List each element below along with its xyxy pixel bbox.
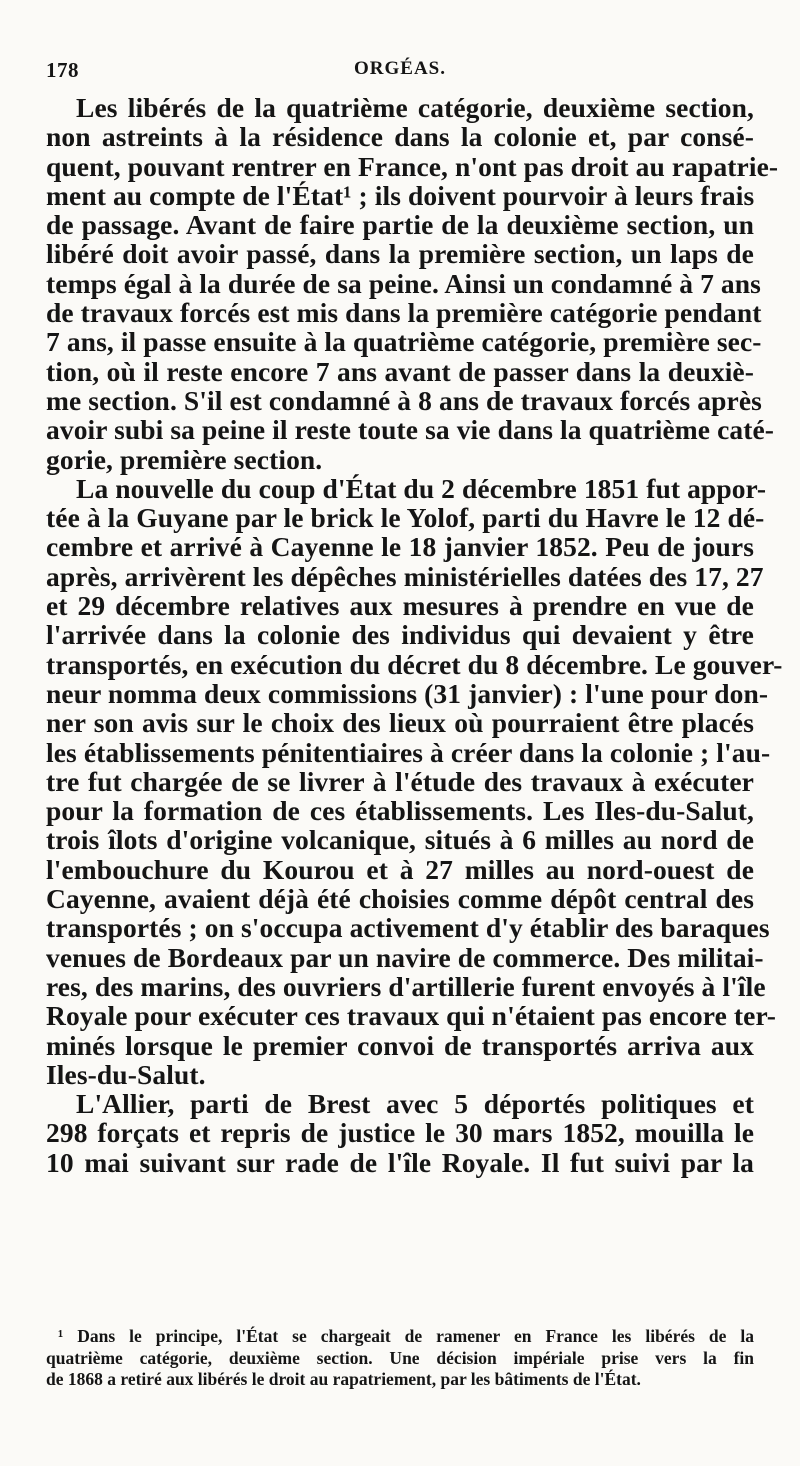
text-line: gorie, première section.: [46, 443, 323, 475]
text-line: La nouvelle du coup d'État du 2 décembre 1851 fut appor-: [76, 472, 767, 504]
text-line: cembre et arrivé à Cayenne le 18 janvier 1852. Peu de jours: [46, 531, 754, 563]
footnote-line: quatrième catégorie, deuxième section. Une décision impériale prise vers la fin: [46, 1347, 754, 1368]
paragraph: [46, 1089, 754, 1177]
text-line: tée à la Guyane par le brick le Yolof, parti du Havre le 12 dé-: [46, 502, 765, 534]
text-line: me section. S'il est condamné à 8 ans de travaux forcés après: [46, 384, 762, 416]
text-line: transportés, en exécution du décret du 8 décembre. Le gouver-: [46, 648, 783, 680]
text-line: ment au compte de l'État¹ ; ils doivent pourvoir à leurs frais: [46, 179, 755, 211]
body-text: [46, 92, 783, 1178]
text-line: venues de Bordeaux par un navire de commerce. Des militai-: [46, 941, 764, 973]
text-line: tion, où il reste encore 7 ans avant de passer dans la deuxiè-: [46, 355, 754, 387]
text-line: trois îlots d'origine volcanique, situés à 6 milles au nord de: [46, 824, 754, 856]
text-line: après, arrivèrent les dépêches ministérielles datées des 17, 27: [46, 560, 764, 592]
text-line: res, des marins, des ouvriers d'artillerie furent envoyés à l'île: [46, 970, 766, 1002]
text-line: libéré doit avoir passé, dans la première section, un laps de: [46, 238, 754, 270]
text-line: 7 ans, il passe ensuite à la quatrième catégorie, première sec-: [46, 326, 762, 358]
text-line: temps égal à la durée de sa peine. Ainsi un condamné à 7 ans: [46, 267, 761, 299]
text-line: pour la formation de ces établissements. Les Iles-du-Salut,: [46, 795, 754, 827]
text-line: Iles-du-Salut.: [46, 1058, 206, 1090]
text-line: non astreints à la résidence dans la colonie et, par consé-: [46, 121, 754, 153]
text-line: de travaux forcés est mis dans la première catégorie pendant: [46, 297, 762, 329]
footnote-line: de 1868 a retiré aux libérés le droit au rapatriement, par les bâtiments de l'État.: [46, 1369, 641, 1389]
text-line: ner son avis sur le choix des lieux où pourraient être placés: [46, 707, 754, 739]
text-line: l'embouchure du Kourou et à 27 milles au nord-ouest de: [46, 853, 754, 885]
text-line: L'Allier, parti de Brest avec 5 déportés politiques et: [76, 1088, 754, 1120]
text-line: et 29 décembre relatives aux mesures à prendre en vue de: [46, 590, 754, 622]
text-line: minés lorsque le premier convoi de transportés arriva aux: [46, 1029, 754, 1061]
footnote: [46, 1326, 754, 1391]
text-line: l'arrivée dans la colonie des individus qui devaient y être: [46, 619, 754, 651]
text-line: neur nomma deux commissions (31 janvier) : l'une pour don-: [46, 677, 769, 709]
text-line: Les libérés de la quatrième catégorie, deuxième section,: [76, 92, 754, 123]
text-line: tre fut chargée de se livrer à l'étude des travaux à exécuter: [46, 765, 754, 797]
running-head: ORGÉAS.: [354, 58, 446, 79]
text-line: transportés ; on s'occupa activement d'y établir des baraques: [46, 912, 770, 944]
text-line: de passage. Avant de faire partie de la deuxième section, un: [46, 209, 754, 241]
footnote-line: ¹ Dans le principe, l'État se chargeait de ramener en France les libérés de la: [58, 1326, 754, 1346]
text-line: quent, pouvant rentrer en France, n'ont pas droit au rapatrie-: [46, 150, 779, 182]
text-line: 298 forçats et repris de justice le 30 mars 1852, mouilla le: [46, 1117, 754, 1149]
text-line: 10 mai suivant sur rade de l'île Royale. Il fut suivi par la: [46, 1146, 754, 1178]
text-line: les établissements pénitentiaires à créer dans la colonie ; l'au-: [46, 736, 771, 768]
paragraph: [46, 472, 783, 1090]
paragraph: [46, 92, 779, 475]
text-line: Royale pour exécuter ces travaux qui n'étaient pas encore ter-: [46, 1000, 776, 1032]
text-line: Cayenne, avaient déjà été choisies comme dépôt central des: [46, 883, 754, 915]
page-number: 178: [46, 58, 79, 82]
page-header: [46, 58, 754, 84]
text-line: avoir subi sa peine il reste toute sa vie dans la quatrième caté-: [46, 414, 775, 446]
